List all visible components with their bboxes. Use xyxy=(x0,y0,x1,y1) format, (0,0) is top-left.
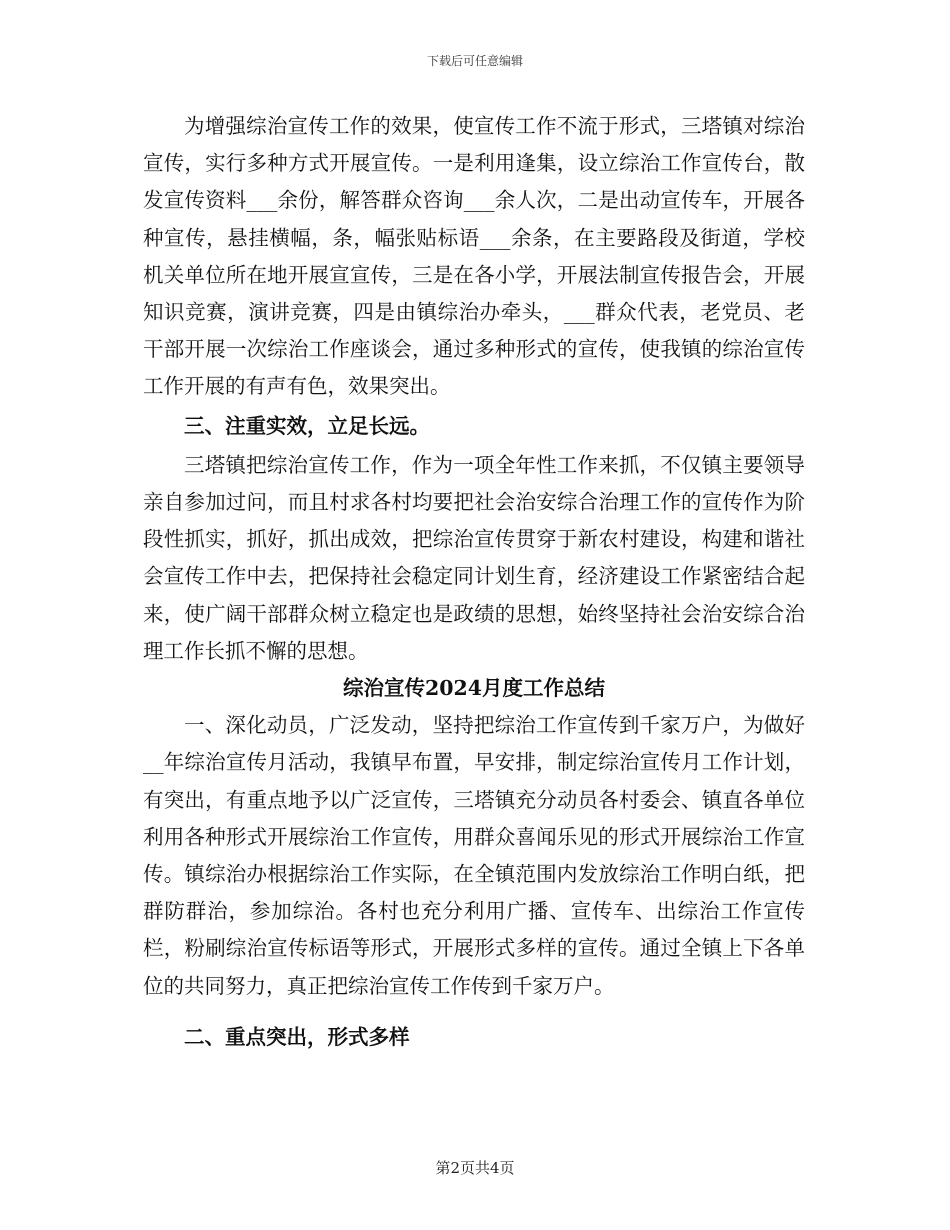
section-title: 综治宣传2024月度工作总结 xyxy=(342,676,606,701)
paragraph-mobilization: 一、深化动员，广泛发动，坚持把综治工作宣传到千家万户，为做好__年综治宣传月活动，我镇早布置，早安排，制定综治宣传月工作计划，有突出，有重点地予以广泛宣传，三塔镇充分动员各村委会、镇直各单位利用各种形式开展综治工作宣传，用群众喜闻乐见的形式开展综治工作宣传。镇综治办根据综治工作实际，在全镇范围内发放综治工作明白纸，把群防群治，参加综治。各村也充分利用广播、宣传车、出综治工作宣传栏，粉刷综治宣传标语等形式，开展形式多样的宣传。通过全镇上下各单位的共同努力，真正把综治宣传工作传到千家万户。 xyxy=(143,713,805,998)
paragraph-long-term-work: 三塔镇把综治宣传工作，作为一项全年性工作来抓，不仅镇主要领导亲自参加过问，而且村求各村均要把社会治安综合治理工作的宣传作为阶段性抓实，抓好，抓出成效，把综治宣传贯穿于新农村建设，构建和谐社会宣传工作中去，把保持社会稳定同计划生育，经济建设工作紧密结合起来，使广阔干部群众树立稳定也是政绩的思想，始终坚持社会治安综合治理工作长抓不懈的思想。 xyxy=(143,452,805,663)
paragraph-publicity-methods: 为增强综治宣传工作的效果，使宣传工作不流于形式，三塔镇对综治宣传，实行多种方式开展宣传。一是利用逢集，设立综治工作宣传台，散发宣传资料___余份，解答群众咨询___余人次，二是出动宣传车，开展各种宣传，悬挂横幅，条，幅张贴标语___余条，在主要路段及街道，学校机关单位所在地开展宣宣传，三是在各小学，开展法制宣传报告会，开展知识竞赛，演讲竞赛，四是由镇综治办牵头，___群众代表，老党员、老干部开展一次综治工作座谈会，通过多种形式的宣传，使我镇的综治宣传工作开展的有声有色，效果突出。 xyxy=(143,114,805,399)
document-body xyxy=(143,108,805,1058)
page-number: 第2页共4页 xyxy=(435,1159,515,1177)
heading-focus-results: 三、注重实效，立足长远。 xyxy=(184,413,430,438)
header-note: 下载后可任意编辑 xyxy=(426,54,523,68)
heading-key-points: 二、重点突出，形式多样 xyxy=(184,1024,410,1049)
